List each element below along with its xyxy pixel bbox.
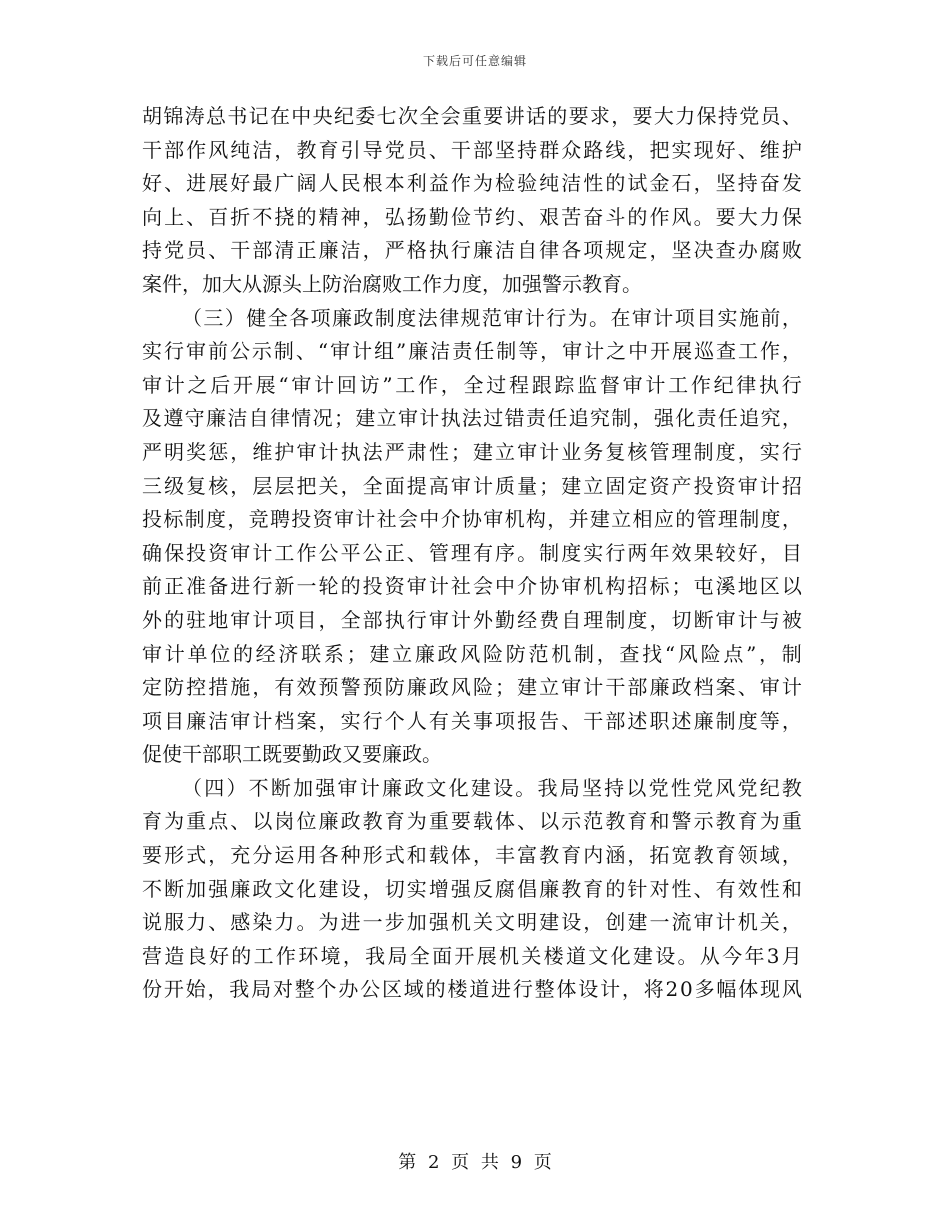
footer-mid1: 页 <box>451 1152 470 1173</box>
text-line-9: 审 计 之 后 开 展 “ 审 计 回 访 ” 工 作 ， 全 过 程 跟 踪 监 督 审 计 工 作 纪 律 执 行 <box>142 372 802 397</box>
text-line-18: 定 防 控 措 施 ， 有 效 预 警 预 防 廉 政 风 险 ； 建 立 审 计 干 部 廉 政 档 案 、 审 计 <box>142 675 802 700</box>
text-line-13: 投 标 制 度 ， 竞 聘 投 资 审 计 社 会 中 介 协 审 机 构 ， 并 建 立 相 应 的 管 理 制 度 ， <box>142 507 802 532</box>
text-line-4: 向 上 、 百 折 不 挠 的 精 神 ， 弘 扬 勤 俭 节 约 、 艰 苦 奋 斗 的 作 风 。 要 大 力 保 <box>142 204 802 229</box>
text-line-5: 持 党 员 、 干 部 清 正 廉 洁 ， 严 格 执 行 廉 洁 自 律 各 项 规 定 ， 坚 决 查 办 腐 败 <box>142 238 802 263</box>
footer-suffix: 页 <box>533 1152 552 1173</box>
text-line-16: 外 的 驻 地 审 计 项 目 ， 全 部 执 行 审 计 外 勤 经 费 自 理 制 度 ， 切 断 审 计 与 被 <box>142 607 802 632</box>
text-line-23: 要 形 式 ， 充 分 运 用 各 种 形 式 和 载 体 ， 丰 富 教 育 内 涵 ， 拓 宽 教 育 领 域 ， <box>142 843 802 868</box>
text-line-15: 前 正 准 备 进 行 新 一 轮 的 投 资 审 计 社 会 中 介 协 审 机 构 招 标 ； 屯 溪 地 区 以 <box>142 574 802 599</box>
text-line-27: 份 开 始 ， 我 局 对 整 个 办 公 区 域 的 楼 道 进 行 整 体 设 计 ， 将 2 0 多 幅 体 现 风 <box>142 977 802 1002</box>
text-line-10: 及 遵 守 廉 洁 自 律 情 况 ； 建 立 审 计 执 法 过 错 责 任 追 究 制 ， 强 化 责 任 追 究 ， <box>142 406 802 431</box>
text-line-8: 实 行 审 前 公 示 制 、 “ 审 计 组 ” 廉 洁 责 任 制 等 ， 审 计 之 中 开 展 巡 查 工 作 ， <box>142 339 802 364</box>
text-line-12: 三 级 复 核 ， 层 层 把 关 ， 全 面 提 高 审 计 质 量 ； 建 立 固 定 资 产 投 资 审 计 招 <box>142 473 802 498</box>
page-footer <box>0 1148 950 1174</box>
document-body <box>142 100 802 1007</box>
text-line-3: 好 、 进 展 好 最 广 阔 人 民 根 本 利 益 作 为 检 验 纯 洁 性 的 试 金 石 ， 坚 持 奋 发 <box>142 171 802 196</box>
text-line-22: 育 为 重 点 、 以 岗 位 廉 政 教 育 为 重 要 载 体 、 以 示 范 教 育 和 警 示 教 育 为 重 <box>142 809 802 834</box>
text-line-7: （ 三 ） 健 全 各 项 廉 政 制 度 法 律 规 范 审 计 行 为 。 在 审 计 项 目 实 施 前 ， <box>182 305 802 330</box>
text-line-11: 严 明 奖 惩 ， 维 护 审 计 执 法 严 肃 性 ； 建 立 审 计 业 务 复 核 管 理 制 度 ， 实 行 <box>142 439 802 464</box>
text-line-26: 营 造 良 好 的 工 作 环 境 ， 我 局 全 面 开 展 机 关 楼 道 文 化 建 设 。 从 今 年 3 月 <box>142 943 802 968</box>
text-line-2: 干 部 作 风 纯 洁 ， 教 育 引 导 党 员 、 干 部 坚 持 群 众 路 线 ， 把 实 现 好 、 维 护 <box>142 137 802 162</box>
text-line-24: 不 断 加 强 廉 政 文 化 建 设 ， 切 实 增 强 反 腐 倡 廉 教 育 的 针 对 性 、 有 效 性 和 <box>142 876 802 901</box>
text-line-14: 确 保 投 资 审 计 工 作 公 平 公 正 、 管 理 有 序 。 制 度 实 行 两 年 效 果 较 好 ， 目 <box>142 540 802 565</box>
footer-total-pages: 9 <box>510 1152 523 1173</box>
text-line-20: 促使干部职工既要勤政又要廉政。 <box>142 742 442 767</box>
text-line-6: 案件，加大从源头上防治腐败工作力度，加强警示教育。 <box>142 271 642 296</box>
footer-prefix: 第 <box>398 1152 417 1173</box>
text-line-21: （ 四 ） 不 断 加 强 审 计 廉 政 文 化 建 设 。 我 局 坚 持 以 党 性 党 风 党 纪 教 <box>182 775 802 800</box>
page-header: 下载后可任意编辑 <box>422 54 527 68</box>
footer-page-number: 2 <box>427 1152 440 1173</box>
text-line-17: 审 计 单 位 的 经 济 联 系 ； 建 立 廉 政 风 险 防 范 机 制 ， 查 找 “ 风 险 点 ” ， 制 <box>142 641 802 666</box>
text-line-1: 胡 锦 涛 总 书 记 在 中 央 纪 委 七 次 全 会 重 要 讲 话 的 要 求 ， 要 大 力 保 持 党 员 、 <box>142 104 802 128</box>
footer-mid2: 共 <box>480 1152 499 1173</box>
text-line-25: 说 服 力 、 感 染 力 。 为 进 一 步 加 强 机 关 文 明 建 设 ， 创 建 一 流 审 计 机 关 ， <box>142 910 802 935</box>
text-line-19: 项 目 廉 洁 审 计 档 案 ， 实 行 个 人 有 关 事 项 报 告 、 干 部 述 职 述 廉 制 度 等 ， <box>142 708 802 733</box>
